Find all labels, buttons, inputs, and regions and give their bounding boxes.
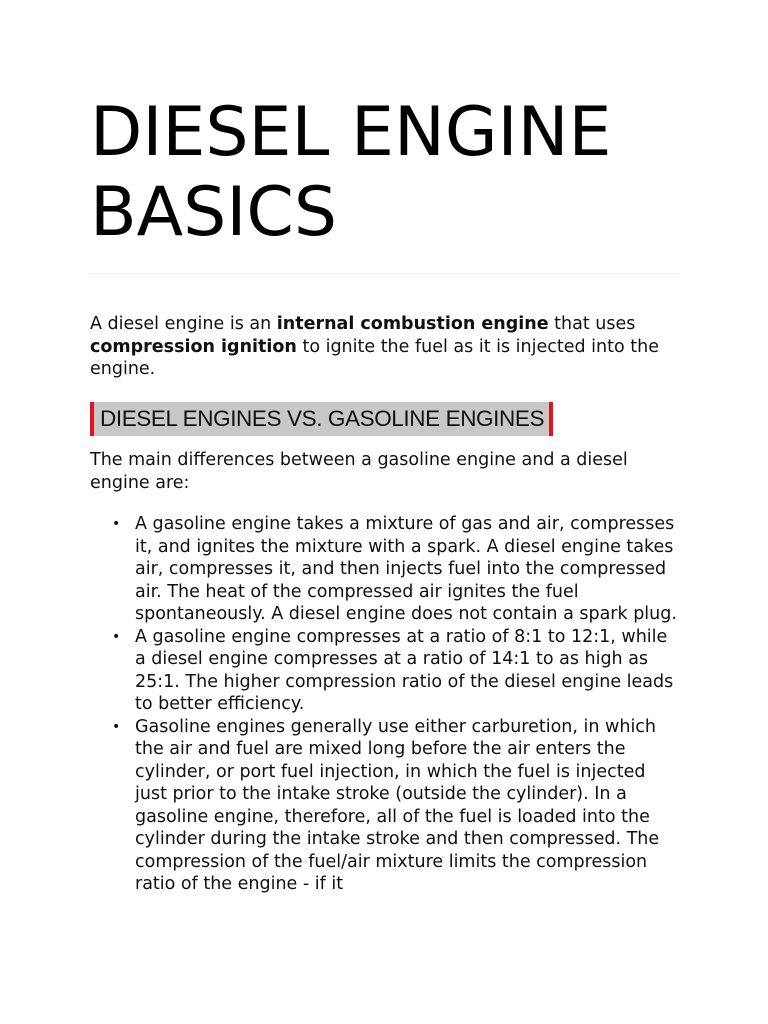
list-item xyxy=(90,513,682,626)
intro-text-2: that uses xyxy=(548,314,636,334)
section-lead-paragraph: The main differences between a gasoline engine and a diesel engine are: xyxy=(90,450,628,493)
intro-bold-compression-ignition: compression ignition xyxy=(90,336,297,357)
list-item-text: A gasoline engine compresses at a ratio of 8:1 to 12:1, while a diesel engine compresses at a ratio of 14:1 to as high as 25:1. The higher compression ratio of the diesel engine leads to better efficiency. xyxy=(135,626,674,714)
page-title xyxy=(90,93,690,253)
page-title-line-2: BASICS xyxy=(90,173,338,252)
intro-bold-internal-combustion: internal combustion engine xyxy=(276,314,549,334)
list-item xyxy=(90,716,682,896)
bullet-marker: • xyxy=(112,628,121,645)
intro-paragraph xyxy=(90,313,682,381)
bullet-marker: • xyxy=(112,516,121,532)
intro-text-3: to ignite the fuel as it is injected into the engine. xyxy=(90,336,659,379)
list-item xyxy=(90,626,682,716)
section-heading: DIESEL ENGINES VS. GASOLINE ENGINES xyxy=(90,402,553,436)
title-divider xyxy=(88,273,680,274)
bullet-marker: • xyxy=(112,718,121,735)
list-item-text: Gasoline engines generally use either carburetion, in which the air and fuel are mixed long before the air enters the cylinder, or port fuel injection, in which the fuel is injected just prior to the intake stroke (outside the cylinder). In a gasoline engine, therefore, all of the fuel is loaded into the cylinder during the intake stroke and then compressed. The compression of the fuel/air mixture limits the compression ratio of the engine - if it xyxy=(135,716,660,894)
differences-list xyxy=(90,513,682,896)
intro-text-1: A diesel engine is an xyxy=(90,314,277,334)
page-title-line-1: DIESEL ENGINE xyxy=(90,93,612,172)
list-item-text: A gasoline engine takes a mixture of gas and air, compresses it, and ignites the mixture with a spark. A diesel engine takes air, compresses it, and then injects fuel into the compressed air. The heat of the compressed air ignites the fuel spontaneously. A diesel engine does not contain a spark plug. xyxy=(135,514,677,624)
